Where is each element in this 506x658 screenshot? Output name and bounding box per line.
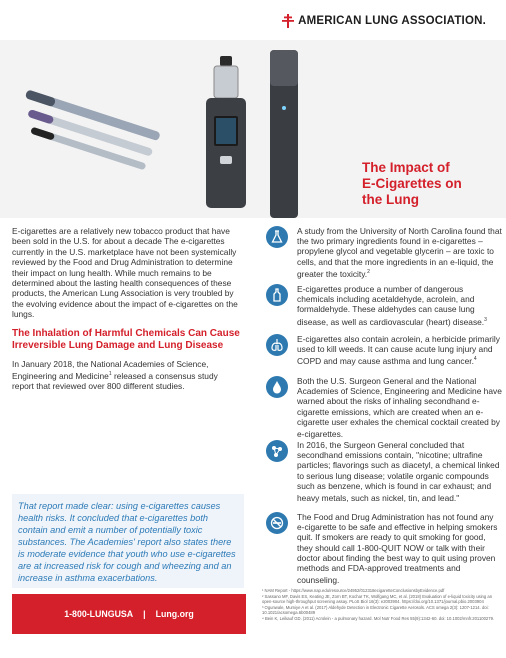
references: [262, 588, 502, 622]
fact-text: A study from the University of North Carolina found that the two primary ingredients found in e-cigarettes – propylene glycol and vegetable glycerin – are toxic to cells, and that the more ingredients in an e-liquid, the greater the toxicity.$^2$: [297, 226, 502, 279]
page-title: The Impact of E-Cigarettes on the Lung: [362, 160, 462, 207]
reference-item: ² Sassano MF, Davis ES, Keating JE, Zorn BT, Kochar TK, Wolfgang MC, et al. (2018) Evaluation of e-liquid toxicity using an open-source high-throughput screening assay. PLoS Biol 16(3): e2003904. https://doi.org/10.1371/journal.pbio.2003904: [262, 593, 493, 605]
fact-text: E-cigarettes also contain acrolein, a herbicide primarily used to kill weeds. It can cause acute lung injury and COPD and may cause asthma and lung cancer.$^4$: [297, 334, 500, 367]
pull-quote: [12, 494, 244, 588]
footer-separator: |: [143, 609, 146, 619]
org-name: AMERICAN LUNG ASSOCIATION.: [298, 15, 486, 27]
flask-icon: [266, 226, 288, 248]
reference-item: ¹ NAM Report - https://www.nap.edu/resource/24952/012318ecigaretteConclusionsbyEvidence.pdf: [262, 588, 445, 593]
no-smoking-icon: [266, 512, 288, 534]
fact-text: Both the U.S. Surgeon General and the National Academies of Science, Engineering and Medicine have warned about the risks of inhaling secondhand e-cigarette emissions, which are created when an e-cigarette user exhales the chemical cocktail created by e-cigarettes.: [297, 376, 502, 439]
footer-banner: [12, 594, 246, 634]
lungs-icon: [266, 334, 288, 356]
box-mod-device-image: [200, 56, 252, 211]
bottle-icon: [266, 284, 288, 306]
pull-quote-text: That report made clear: using e-cigarettes causes health risks. It concluded that e-cigarettes both contain and emit a number of potentially toxic substances. The Academies' report also states there is moderate evidence that youth who use e-cigarettes are at increased risk for cough and wheezing and an increase in asthma exacerbations.: [18, 501, 236, 583]
reference-item: ⁴ Bein K, Leikauf GD. (2011) Acrolein - a pulmonary hazard. Mol Nutr Food Res 55(9):1342-60. doi: 10.1002/mnfr.201100279.: [262, 615, 495, 621]
fact-text: E-cigarettes produce a number of dangerous chemicals including acetaldehyde, acrolein, and formaldehyde. These aldehydes can cause lung disease, as well as cardiovascular (heart) disease.$^3$: [297, 284, 487, 327]
e-cigarette-pens-image: [8, 80, 168, 180]
droplet-icon: [266, 376, 288, 398]
phone-number: 1-800-LUNGUSA: [64, 609, 134, 619]
molecule-icon: [266, 440, 288, 462]
website-link[interactable]: Lung.org: [155, 609, 194, 619]
academies-paragraph: In January 2018, the National Academies of Science, Engineering and Medicine$^1$ released a consensus study report that reviewed over 800 different studies.: [12, 358, 218, 392]
intro-paragraph: E-cigarettes are a relatively new tobacco product that have been sold in the U.S. for about a decade The e-cigarettes currently in the U.S. marketplace have not been systemically reviewed by the Food and Drug Administration to determine their impact on lung health. While much remains to be determined about the lasting health consequences of these products, the American Lung Association is very troubled by the evolving evidence about the impact of e-cigarettes on the lungs.: [12, 226, 238, 320]
reference-item: ³ Ogunwale, Mumiye A et al. (2017) Aldehyde Detection in Electronic Cigarette Aerosols. ACS omega 2(3): 1207-1214. doi: 10.1021/acsomega.6b00489: [262, 604, 489, 616]
ala-logo: [282, 14, 486, 28]
fact-text: In 2016, the Surgeon General concluded that secondhand emissions contain, "nicotine; ultrafine particles; flavorings such as diacetyl, a chemical linked to serious lung disease; volatile organic compounds such as benzene, which is found in car exhaust; and heavy metals, such as nickel, tin, and lead.": [297, 440, 500, 503]
pod-device-image: [266, 50, 302, 220]
hero-banner: [0, 40, 506, 218]
fact-text: The Food and Drug Administration has not found any e-cigarette to be safe and effective in helping smokers quit. If smokers are ready to quit smoking for good, they should call 1-800-QUIT NOW or talk with their doctor about finding the best way to quit using proven methods and FDA-approved treatments and counseling.: [297, 512, 498, 586]
lorraine-cross-icon: [282, 14, 294, 28]
section-heading: The Inhalation of Harmful Chemicals Can Cause Irreversible Lung Damage and Lung Disease: [12, 327, 240, 351]
left-column: [12, 226, 240, 392]
